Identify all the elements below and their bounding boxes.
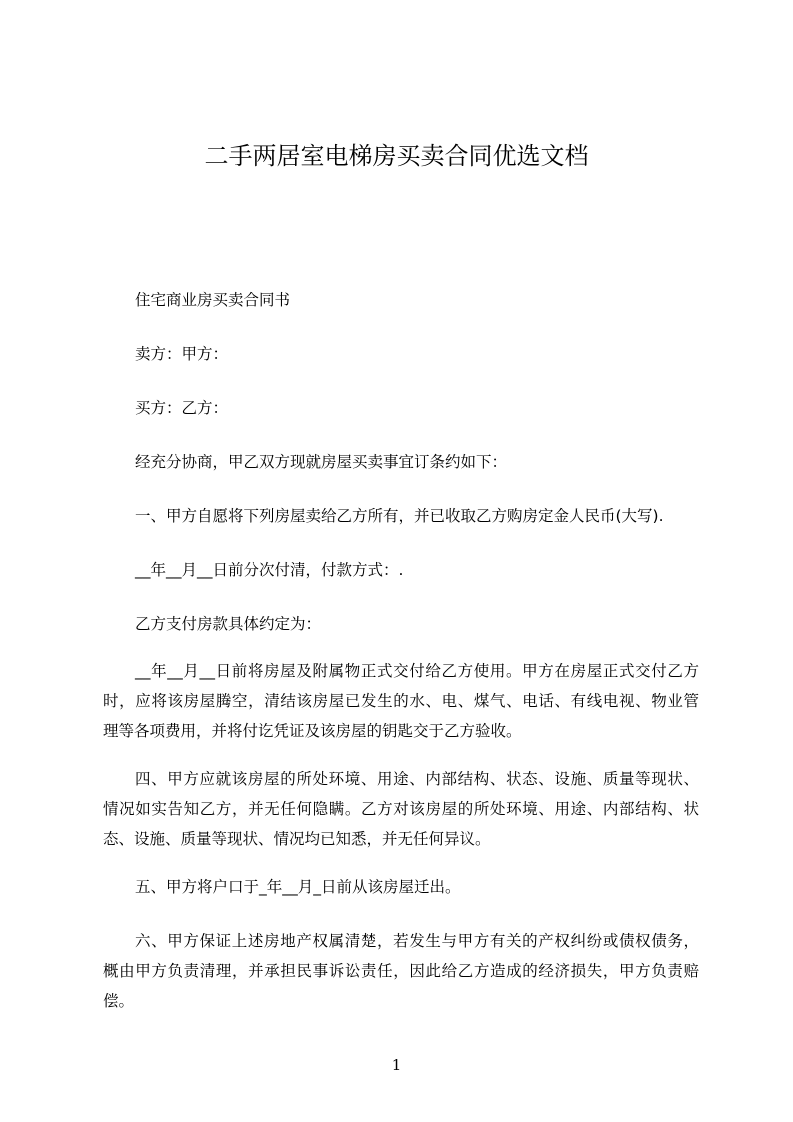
paragraph-payment-schedule: __年__月__日前分次付清，付款方式：. (135, 561, 404, 579)
paragraph-handover (103, 656, 699, 746)
paragraph-line: __年__月__日前将房屋及附属物正式交付给乙方使用。甲方在房屋正式交付乙方 (135, 662, 699, 680)
document-title: 二手两居室电梯房买卖合同优选文档 (204, 142, 589, 170)
paragraph-line: 理等各项费用，并将付讫凭证及该房屋的钥匙交于乙方验收。 (103, 722, 522, 740)
paragraph-line: 六、甲方保证上述房地产权属清楚，若发生与甲方有关的产权纠纷或债权债务， (135, 932, 699, 950)
paragraph-preamble: 经充分协商，甲乙双方现就房屋买卖事宜订条约如下： (135, 453, 508, 471)
paragraph-buyer: 买方：乙方： (135, 399, 229, 417)
paragraph-line: 四、甲方应就该房屋的所处环境、用途、内部结构、状态、设施、质量等现状、 (135, 770, 699, 788)
paragraph-line: 偿。 (103, 992, 135, 1010)
paragraph-line: 时，应将该房屋腾空，清结该房屋已发生的水、电、煤气、电话、有线电视、物业管 (103, 692, 699, 710)
paragraph-payment-terms: 乙方支付房款具体约定为： (135, 615, 322, 633)
paragraph-clause-1: 一、甲方自愿将下列房屋卖给乙方所有，并已收取乙方购房定金人民币(大写). (135, 507, 664, 525)
paragraph-clause-6 (103, 926, 699, 1016)
paragraph-seller: 卖方：甲方： (135, 345, 229, 363)
paragraph-line: 态、设施、质量等现状、情况均已知悉，并无任何异议。 (103, 830, 491, 848)
page-number: 1 (391, 1056, 402, 1074)
paragraph-contract-name: 住宅商业房买卖合同书 (135, 291, 291, 309)
paragraph-clause-4 (103, 764, 699, 854)
paragraph-clause-5: 五、甲方将户口于_年__月_日前从该房屋迁出。 (135, 878, 461, 896)
paragraph-line: 情况如实告知乙方，并无任何隐瞒。乙方对该房屋的所处环境、用途、内部结构、状 (103, 800, 699, 818)
paragraph-line: 概由甲方负责清理，并承担民事诉讼责任，因此给乙方造成的经济损失，甲方负责赔 (103, 962, 699, 980)
